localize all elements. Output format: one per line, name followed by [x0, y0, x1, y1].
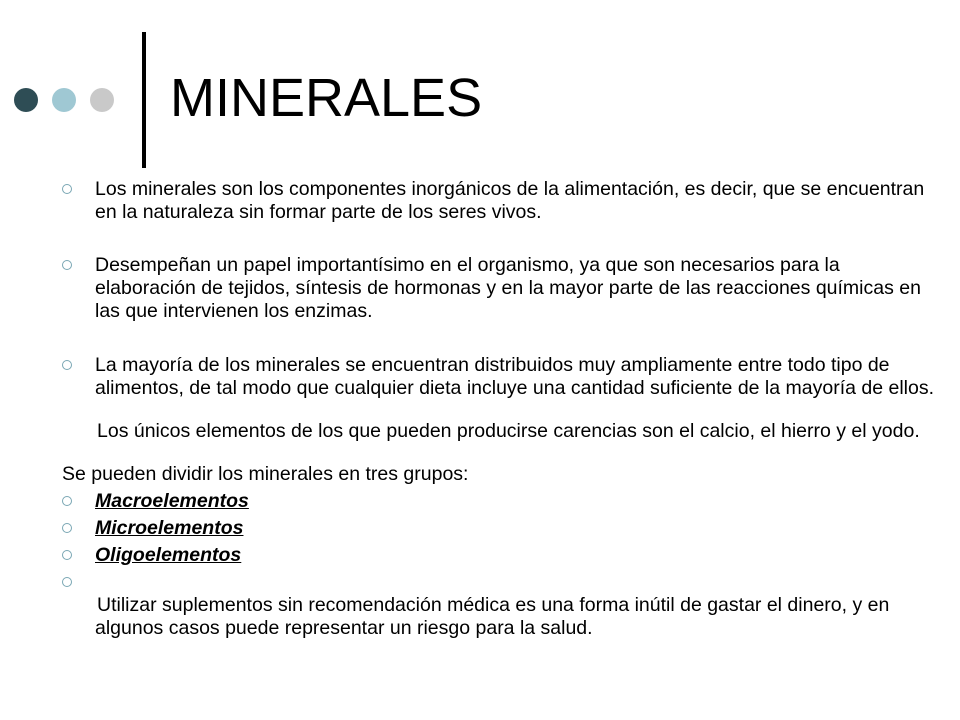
- bullet-text: Los minerales son los componentes inorgánicos de la alimentación, es decir, que se encuentran en la naturaleza sin formar parte de los seres vivos.: [95, 178, 925, 223]
- bullet-ring-icon: [62, 184, 72, 194]
- empty-bullet-item: [62, 571, 942, 594]
- continuation-sentence: Los únicos elementos de los que pueden producirse carencias son el calcio, el hierro y el yodo.: [97, 420, 920, 442]
- bullet-item: [62, 254, 942, 323]
- closing-sentence: Utilizar suplementos sin recomendación médica es una forma inútil de gastar el dinero, y en algunos casos puede representar un riesgo para la salud.: [95, 594, 890, 639]
- dot-gray-icon: [90, 88, 114, 112]
- bullet-ring-icon: [62, 577, 72, 587]
- bullet-ring-icon: [62, 496, 72, 506]
- group-item-micro: [62, 517, 942, 540]
- bullet-ring-icon: [62, 550, 72, 560]
- group-item-oligo: [62, 544, 942, 567]
- dot-dark-icon: [14, 88, 38, 112]
- groups-intro: Se pueden dividir los minerales en tres grupos:: [62, 463, 469, 485]
- bullet-item: [62, 178, 942, 224]
- macroelementos-link[interactable]: Macroelementos: [95, 490, 249, 512]
- bullet-ring-icon: [62, 260, 72, 270]
- bullet-ring-icon: [62, 523, 72, 533]
- title-divider: [142, 32, 146, 168]
- bullet-item: [62, 354, 942, 400]
- decorative-dots: [14, 88, 114, 112]
- bullet-ring-icon: [62, 360, 72, 370]
- slide-body: [62, 178, 942, 640]
- continuation-text: [62, 420, 942, 443]
- oligoelementos-link[interactable]: Oligoelementos: [95, 544, 242, 566]
- bullet-text: La mayoría de los minerales se encuentran distribuidos muy ampliamente entre todo tipo de alimentos, de tal modo que cualquier dieta incluye una cantidad suficiente de la mayoría de ellos.: [95, 354, 935, 399]
- group-item-macro: [62, 490, 942, 513]
- microelementos-link[interactable]: Microelementos: [95, 517, 244, 539]
- slide-title: MINERALES: [170, 68, 483, 128]
- bullet-text: Desempeñan un papel importantísimo en el organismo, ya que son necesarios para la elaboración de tejidos, síntesis de hormonas y en la mayor parte de las reacciones químicas en las que intervienen los enzimas.: [95, 254, 921, 322]
- dot-light-blue-icon: [52, 88, 76, 112]
- closing-text: [62, 594, 942, 640]
